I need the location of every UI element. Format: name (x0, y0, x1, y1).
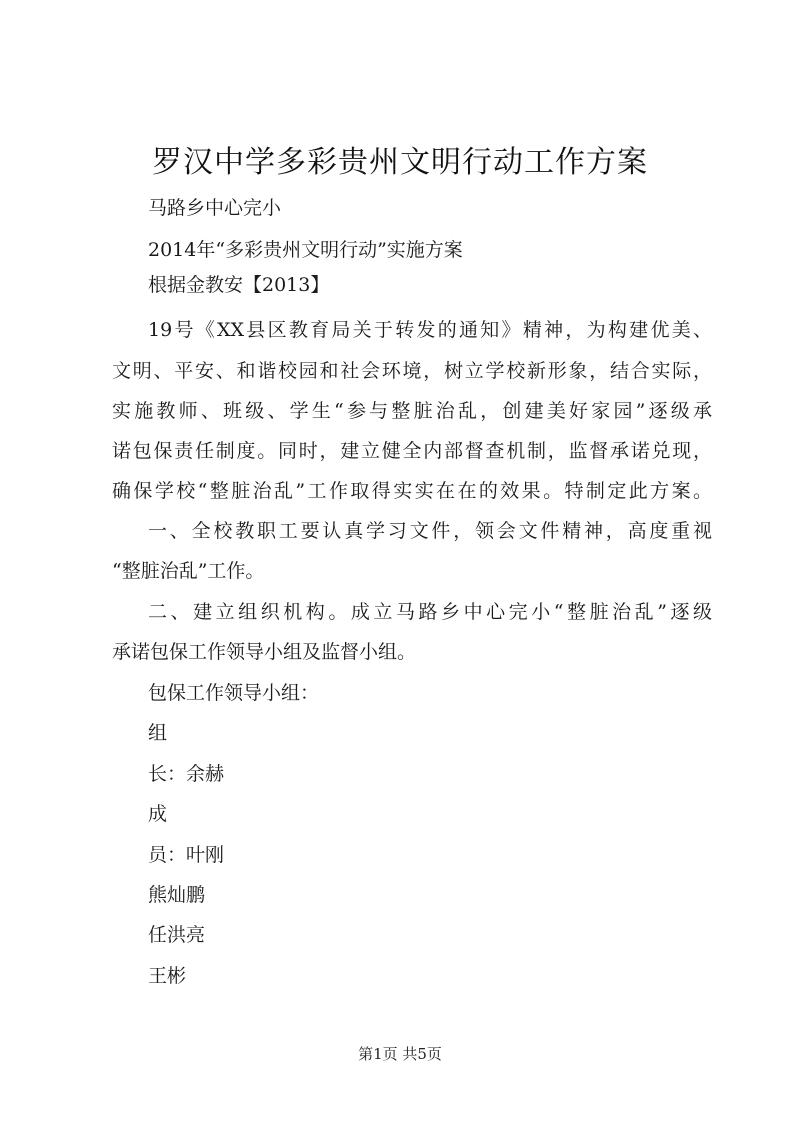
page-indicator: 第1页 共5页 (358, 1045, 442, 1063)
paragraph-line: 确保学校“整脏治乱”工作取得实实在在的效果。特制定此方案。 (112, 480, 712, 502)
section-one-line: 一、全校教职工要认真学习文件，领会文件精神，高度重视 (148, 520, 712, 542)
school-name-line: 马路乡中心完小 (148, 197, 282, 219)
plan-title-line: 2014年“多彩贵州文明行动”实施方案 (148, 239, 463, 261)
member-line: 员：叶刚 (148, 844, 225, 866)
member-line: 王彬 (148, 965, 187, 987)
section-two-line: 承诺包保工作领导小组及监督小组。 (112, 641, 417, 663)
paragraph-line: 19号《XX县区教育局关于转发的通知》精神，为构建优美、 (148, 319, 712, 341)
paragraph-line: 文明、平安、和谐校园和社会环境，树立学校新形象，结合实际， (112, 360, 712, 382)
group-heading: 包保工作领导小组： (148, 682, 320, 704)
member-line: 熊灿鹏 (148, 884, 206, 906)
basis-line: 根据金教安【2013】 (148, 274, 330, 296)
section-two-line: 二、建立组织机构。成立马路乡中心完小“整脏治乱”逐级 (148, 601, 712, 623)
paragraph-line: 实施教师、班级、学生“参与整脏治乱，创建美好家园”逐级承 (112, 400, 712, 422)
member-line: 任洪亮 (148, 924, 206, 946)
member-line: 成 (148, 803, 168, 825)
paragraph-line: 诺包保责任制度。同时，建立健全内部督查机制，监督承诺兑现， (112, 440, 712, 462)
document-title: 罗汉中学多彩贵州文明行动工作方案 (152, 145, 648, 180)
member-line: 长：余赫 (148, 763, 225, 785)
section-one-line: “整脏治乱”工作。 (112, 560, 265, 582)
member-line: 组 (148, 722, 168, 744)
